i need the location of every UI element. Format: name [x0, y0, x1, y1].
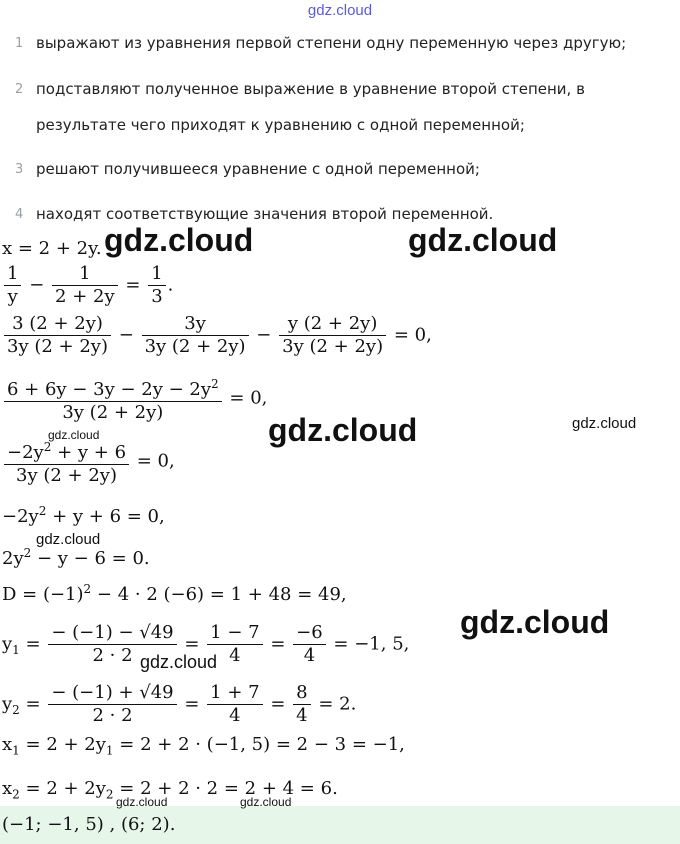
equation-discriminant: $D = (-1)^2 - 4 \cdot 2$ (−6) = 1 + 48 = 49, [2, 582, 347, 605]
watermark: gdz.cloud [48, 428, 100, 442]
watermark: gdz.cloud [268, 412, 418, 448]
watermark: gdz.cloud [408, 222, 558, 258]
header-watermark: gdz.cloud [307, 2, 373, 19]
watermark: gdz.cloud [36, 531, 101, 548]
step-number: 3 [15, 162, 24, 177]
equation-x-expressed: x = 2 + 2y. [2, 238, 102, 259]
equation-root-y1: $y_1$ = $\frac{- (-1) - √49}{2 \cdot 2}$ = $\frac{1 - 7}{4}$ = $\frac{-6}{4}$ = −1, 5, [2, 622, 410, 666]
watermark: gdz.cloud [572, 415, 637, 432]
step-number: 2 [15, 82, 24, 97]
answer-text: (−1; −1, 5) , (6; 2). [2, 814, 176, 835]
equation-quadratic-normalized: $2y^2 - y - 6 = 0$. [2, 546, 150, 569]
watermark: gdz.cloud [460, 604, 610, 640]
answer-box [0, 806, 680, 844]
equation-combined: $\frac{6 + 6y - 3y - 2y - 2y^2}{3y (2 + 2y)}$ = 0, [2, 373, 267, 424]
step-number: 1 [15, 36, 24, 51]
equation-quadratic: $-2y^2 + y + 6 = 0$, [2, 504, 165, 527]
step-text: находят соответствующие значения второй переменной. [36, 205, 494, 223]
equation-x1: $x_1 = 2 + 2y_1 = 2 + 2 \cdot (-1$, 5) = 2 − 3 = −1, [2, 734, 405, 758]
equation-substituted: $\frac{1}{y}$ − $\frac{1}{2 + 2y}$ = $\frac{1}{3}$ . [2, 263, 173, 308]
equation-simplified-fraction: $\frac{-2y^2 + y + 6}{3y (2 + 2y)}$ = 0, [2, 436, 175, 487]
step-number: 4 [15, 207, 24, 222]
watermark: gdz.cloud [240, 795, 292, 809]
step-text: результате чего приходят к уравнению с одной переменной; [36, 116, 525, 134]
equation-common-denominator: $\frac{3 (2 + 2y)}{3y (2 + 2y)}$ − $\frac{3y}{3y (2 + 2y)}$ − $\frac{y (2 + 2y)}{3y (2 + 2y)}$ = 0, [2, 313, 432, 358]
watermark: gdz.cloud [104, 222, 254, 258]
watermark: gdz.cloud [140, 652, 218, 672]
step-text: выражают из уравнения первой степени одну переменную через другую; [36, 34, 627, 52]
equation-root-y2: $y_2$ = $\frac{- (-1) + √49}{2 \cdot 2}$ = $\frac{1 + 7}{4}$ = $\frac{8}{4}$ = 2. [2, 682, 357, 726]
step-text: решают получившееся уравнение с одной переменной; [36, 160, 480, 178]
equation-x2: $x_2 = 2 + 2y_2 = 2 + 2 \cdot 2 = 2 + 4 = 6$. [2, 778, 338, 802]
step-text: подставляют полученное выражение в уравнение второй степени, в [36, 80, 585, 98]
watermark: gdz.cloud [116, 795, 168, 809]
